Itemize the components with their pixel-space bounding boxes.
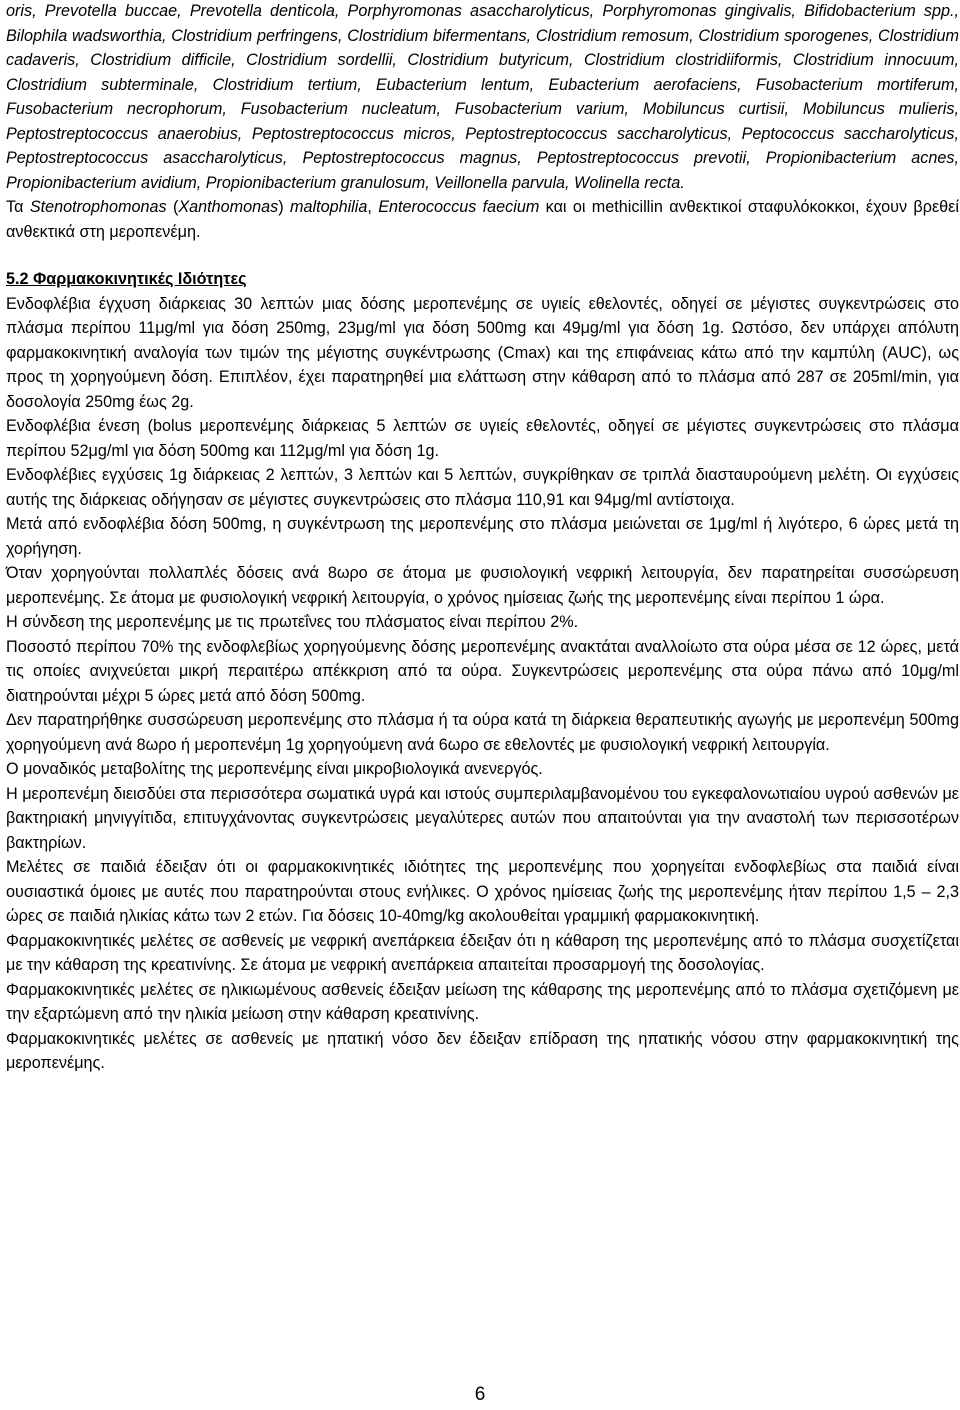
paragraph-protein-binding: Η σύνδεση της μεροπενέμης με τις πρωτεΐνες του πλάσματος είναι περίπου 2%. xyxy=(6,613,579,631)
paragraph-metabolite: Ο μοναδικός μεταβολίτης της μεροπενέμης είναι μικροβιολογικά ανενεργός. xyxy=(6,760,543,778)
organism-list-paragraph: oris, Prevotella buccae, Prevotella denticola, Porphyromonas asaccharolyticus, Porphyromonas gingivalis, Bifidobacterium spp., Bilophila wadsworthia, Clostridium perfringens, Clostridium bifermentans, Clostridium remosum, Clostridium sporogenes, Clostridium cadaveris, Clostridium difficile, Clostridium sordellii, Clostridium butyricum, Clostridium clostridiiformis, Clostridium innocuum, Clostridium subterminale, Clostridium tertium, Eubacterium lentum, Eubacterium aerofaciens, Fusobacterium mortiferum, Fusobacterium necrophorum, Fusobacterium nucleatum, Fusobacterium varium, Mobiluncus curtisii, Mobiluncus mulieris, Peptostreptococcus anaerobius, Peptostreptococcus micros, Peptostreptococcus saccharolyticus, Peptococcus saccharolyticus, Peptostreptococcus asaccharolyticus, Peptostreptococcus magnus, Peptostreptococcus prevotii, Propionibacterium acnes, Propionibacterium avidium, Propionibacterium granulosum, Veillonella parvula, Wolinella recta. xyxy=(6,2,959,192)
paragraph-crossover-study: Ενδοφλέβιες εγχύσεις 1g διάρκειας 2 λεπτών, 3 λεπτών και 5 λεπτών, συγκρίθηκαν σε τριπλά διασταυρούμενη μελέτη. Οι εγχύσεις αυτής της διάρκειας οδήγησαν σε μέγιστες συγκεντρώσεις στο πλάσμα 110,91 και 94μg/ml αντίστοιχα. xyxy=(6,466,959,509)
paragraph-plasma-decline: Μετά από ενδοφλέβια δόση 500mg, η συγκέντρωση της μεροπενέμης στο πλάσμα μειώνεται σε 1μg/ml ή λιγότερο, 6 ώρες μετά τη χορήγηση. xyxy=(6,515,959,558)
paragraph-paediatric: Μελέτες σε παιδιά έδειξαν ότι οι φαρμακοκινητικές ιδιότητες της μεροπενέμης που χορηγείται ενδοφλεβίως στα παιδιά είναι ουσιαστικά όμοιες με αυτές που παρατηρούνται στους ενήλικες. Ο χρόνος ημίσειας ζωής της μεροπενέμης ήταν περίπου 1,5 – 2,3 ώρες σε παιδιά ηλικίας κάτω των 2 ετών. Για δόσεις 10-40mg/kg ακολουθείται γραμμική φαρμακοκινητική. xyxy=(6,858,959,925)
paragraph-tissue-penetration: Η μεροπενέμη διεισδύει στα περισσότερα σωματικά υγρά και ιστούς συμπεριλαμβανομένου του εγκεφαλονωτιαίου υγρού ασθενών με βακτηριακή μηνιγγίτιδα, επιτυγχάνοντας συγκεντρώσεις μεγαλύτερες αυτών που απαιτούνται για την αναστολή των περισσοτέρων βακτηρίων. xyxy=(6,784,960,852)
paragraph-no-accumulation: Δεν παρατηρήθηκε συσσώρευση μεροπενέμης στο πλάσμα ή τα ούρα κατά τη διάρκεια θεραπευτικής αγωγής με μεροπενέμη 500mg χορηγούμενη ανά 8ωρο ή μεροπενέμη 1g χορηγούμενη ανά 6ωρο σε εθελοντές με φυσιολογική νεφρική λειτουργία. xyxy=(6,711,959,754)
section-heading: 5.2 Φαρμακοκινητικές Ιδιότητες xyxy=(6,270,247,288)
paragraph-renal-impairment: Φαρμακοκινητικές μελέτες σε ασθενείς με νεφρική ανεπάρκεια έδειξαν ότι η κάθαρση της μεροπενέμης από το πλάσμα συσχετίζεται με την κάθαρση της κρεατινίνης. Σε άτομα με νεφρική ανεπάρκεια απαιτείται προσαρμογή της δοσολογίας. xyxy=(6,931,959,974)
resistance-paragraph: Τα Stenotrophomonas (Xanthomonas) maltophilia, Enterococcus faecium και οι methicillin ανθεκτικοί σταφυλόκοκκοι, έχουν βρεθεί ανθεκτικά στη μεροπενέμη. xyxy=(6,198,959,241)
document-page xyxy=(6,0,959,1076)
page-number: 6 xyxy=(474,1384,486,1405)
paragraph-elderly: Φαρμακοκινητικές μελέτες σε ηλικιωμένους ασθενείς έδειξαν μείωση της κάθαρσης της μεροπενέμης από το πλάσμα σχετιζόμενη με την εξαρτώμενη από την ηλικία μείωση στην κάθαρση κρεατινίνης. xyxy=(6,980,959,1023)
paragraph-bolus: Ενδοφλέβια ένεση (bolus μεροπενέμης διάρκειας 5 λεπτών σε υγιείς εθελοντές, οδηγεί σε μέγιστες συγκεντρώσεις στο πλάσμα περίπου 52μg/ml για δόση 500mg και 112μg/ml για δόση 1g. xyxy=(6,417,959,460)
paragraph-iv-infusion: Ενδοφλέβια έγχυση διάρκειας 30 λεπτών μιας δόσης μεροπενέμης σε υγιείς εθελοντές, οδηγεί σε μέγιστες συγκεντρώσεις στο πλάσμα περίπου 11μg/ml για δόση 250mg, 23μg/ml για δόση 500mg και 49μg/ml για δόση 1g. Ωστόσο, δεν υπάρχει απόλυτη φαρμακοκινητική αναλογία των τιμών της μέγιστης συγκέντρωσης (Cmax) και της επιφάνειας κάτω από την καμπύλη (AUC), ως προς τη χορηγούμενη δόση. Επιπλέον, έχει παρατηρηθεί μια ελάττωση στην κάθαρση από το πλάσμα από 287 σε 205ml/min, για δοσολογία 250mg έως 2g. xyxy=(6,294,959,411)
paragraph-hepatic: Φαρμακοκινητικές μελέτες σε ασθενείς με ηπατική νόσο δεν έδειξαν επίδραση της ηπατικής νόσου στην φαρμακοκινητική της μεροπενέμης. xyxy=(6,1029,959,1072)
paragraph-multiple-doses: Όταν χορηγούνται πολλαπλές δόσεις ανά 8ωρο σε άτομα με φυσιολογική νεφρική λειτουργία, δεν παρατηρείται συσσώρευση μεροπενέμης. Σε άτομα με φυσιολογική νεφρική λειτουργία, ο χρόνος ημίσειας ζωής της μεροπενέμης είναι περίπου 1 ώρα. xyxy=(6,564,959,607)
paragraph-urinary-recovery: Ποσοστό περίπου 70% της ενδοφλεβίως χορηγούμενης δόσης μεροπενέμης ανακτάται αναλλοίωτο στα ούρα μέσα σε 12 ώρες, μετά τις οποίες ανιχνεύεται μικρή περαιτέρω απέκκριση από τα ούρα. Συγκεντρώσεις μεροπενέμης στα ούρα πάνω από 10μg/ml διατηρούνται μέχρι 5 ώρες μετά από δόση 500mg. xyxy=(6,637,959,705)
